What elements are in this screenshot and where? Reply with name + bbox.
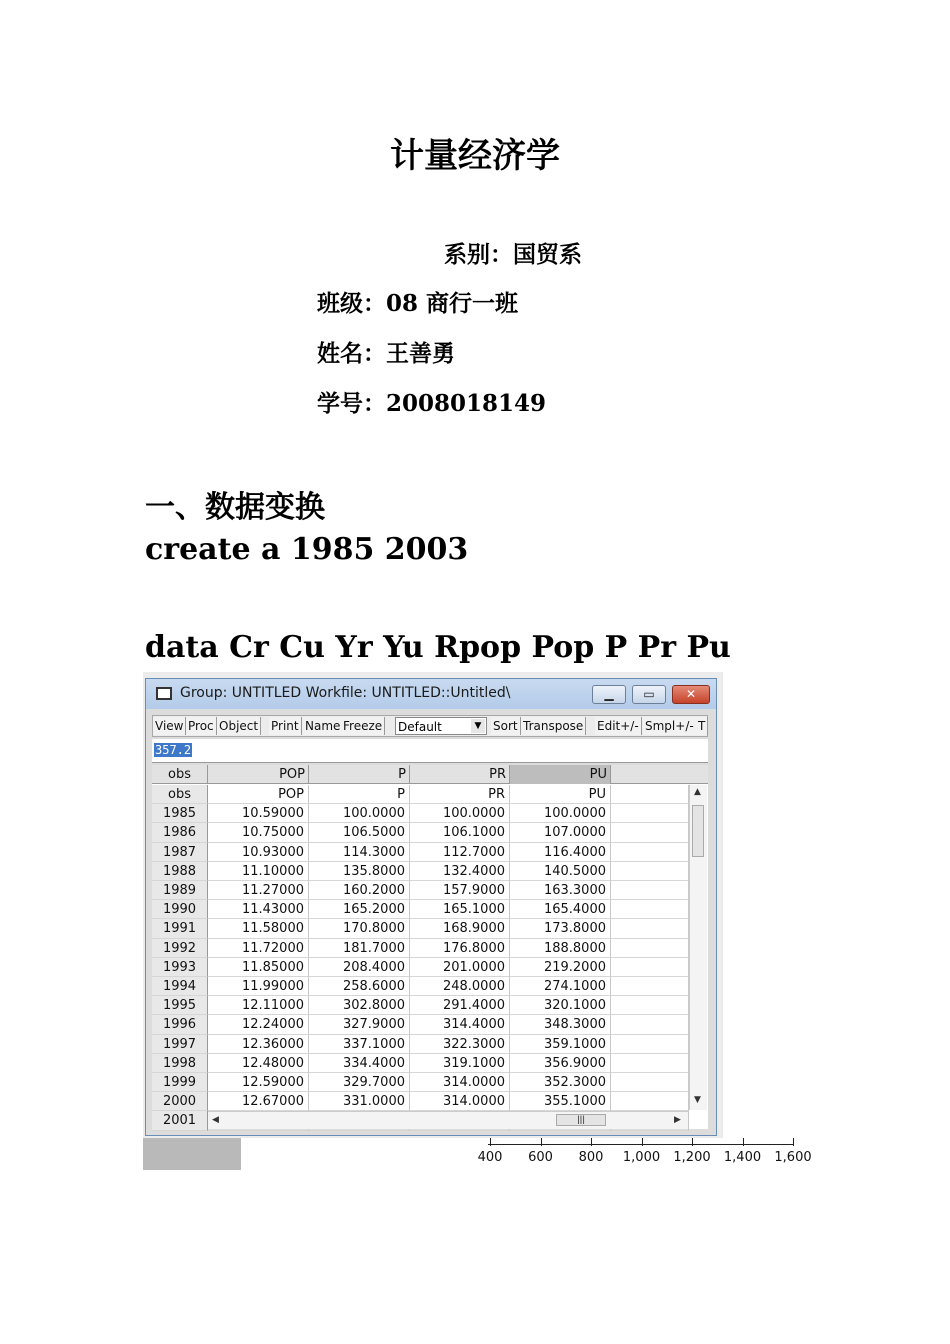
cell-pr[interactable]: 201.0000 (410, 958, 510, 977)
cell-pop[interactable]: 11.10000 (208, 862, 309, 881)
cell-pu[interactable]: 188.8000 (510, 939, 611, 958)
cell-empty[interactable] (611, 1035, 689, 1054)
cell-obs[interactable]: 2001 (152, 1111, 208, 1130)
cell-pop[interactable]: 11.43000 (208, 900, 309, 919)
cell-pop[interactable]: 11.27000 (208, 881, 309, 900)
cell-p[interactable]: 135.8000 (309, 862, 410, 881)
command-data: data Cr Cu Yr Yu Rpop Pop P Pr Pu (145, 630, 731, 665)
cell-p[interactable]: 329.7000 (309, 1073, 410, 1092)
command-create: create a 1985 2003 (145, 532, 469, 567)
column-header-pu[interactable]: PU (510, 765, 611, 784)
display-format-select[interactable] (395, 717, 487, 735)
horizontal-scroll-thumb[interactable]: ||| (556, 1114, 606, 1126)
toolbar-object-button[interactable]: Object (217, 717, 261, 735)
toolbar-freeze-button[interactable]: Freeze (341, 717, 385, 735)
spreadsheet-grid[interactable] (152, 765, 708, 1129)
cell-obs[interactable]: 1985 (152, 804, 208, 823)
table-row (152, 862, 692, 881)
axis-tick-label: 1,600 (774, 1150, 812, 1165)
cell-pr[interactable]: 168.9000 (410, 919, 510, 938)
cell-pu[interactable]: 140.5000 (510, 862, 611, 881)
cell-empty[interactable] (611, 1092, 689, 1111)
cell-pop[interactable]: 10.59000 (208, 804, 309, 823)
group-window[interactable] (145, 678, 717, 1136)
table-row (152, 785, 692, 804)
cell-obs[interactable]: 1986 (152, 823, 208, 842)
table-row (152, 804, 692, 823)
cell-pop[interactable]: 11.72000 (208, 939, 309, 958)
cell-obs[interactable]: 1992 (152, 939, 208, 958)
cell-pu[interactable]: 320.1000 (510, 996, 611, 1015)
axis-tick-label: 1,400 (723, 1150, 762, 1165)
window-icon (156, 687, 172, 700)
scroll-right-icon[interactable]: ▶ (674, 1115, 681, 1125)
cell-pr[interactable]: PR (410, 785, 510, 804)
maximize-icon: ▭ (643, 687, 655, 701)
axis-tick-label: 800 (578, 1150, 604, 1165)
column-header-row (152, 765, 708, 784)
cell-empty[interactable] (611, 881, 689, 900)
cell-obs[interactable]: 1987 (152, 843, 208, 862)
table-row (152, 1092, 692, 1111)
cell-p[interactable]: 106.5000 (309, 823, 410, 842)
cell-empty[interactable] (611, 785, 689, 804)
window-titlebar[interactable] (146, 679, 716, 709)
cell-pu[interactable]: 116.4000 (510, 843, 611, 862)
scroll-left-icon[interactable]: ◀ (212, 1115, 219, 1125)
cell-pop[interactable]: 12.11000 (208, 996, 309, 1015)
student-id-line: 学号：2008018149 (317, 390, 547, 417)
window-title: Group: UNTITLED Workfile: UNTITLED::Untitled\ (180, 685, 511, 701)
table-row (152, 939, 692, 958)
cell-pop[interactable]: 12.67000 (208, 1092, 309, 1111)
toolbar (152, 715, 708, 737)
column-header-p[interactable]: P (309, 765, 410, 784)
toolbar-view-button[interactable]: View (153, 717, 186, 735)
cell-p[interactable]: 165.2000 (309, 900, 410, 919)
cell-p[interactable]: 302.8000 (309, 996, 410, 1015)
name-line: 姓名：王善勇 (317, 340, 455, 367)
table-row (152, 977, 692, 996)
cell-empty[interactable] (611, 1073, 689, 1092)
cell-p[interactable]: 334.4000 (309, 1054, 410, 1073)
background-panel (143, 1138, 241, 1170)
cell-pu[interactable]: 355.1000 (510, 1092, 611, 1111)
cell-empty[interactable] (611, 843, 689, 862)
vertical-scroll-thumb[interactable] (692, 805, 704, 857)
dropdown-arrow-icon[interactable]: ▼ (471, 719, 485, 733)
cell-empty[interactable] (611, 862, 689, 881)
cell-obs[interactable]: 1993 (152, 958, 208, 977)
toolbar-transpose-button[interactable]: Transpose (521, 717, 586, 735)
cell-empty[interactable] (611, 900, 689, 919)
cell-p[interactable]: 208.4000 (309, 958, 410, 977)
cell-p[interactable]: 258.6000 (309, 977, 410, 996)
cell-empty[interactable] (611, 958, 689, 977)
cell-p[interactable]: 160.2000 (309, 881, 410, 900)
cell-pr[interactable]: 132.4000 (410, 862, 510, 881)
section-heading: 一、数据变换 (145, 490, 325, 525)
cell-pr[interactable]: 248.0000 (410, 977, 510, 996)
cell-pop[interactable]: 12.59000 (208, 1073, 309, 1092)
cell-pr[interactable]: 314.0000 (410, 1073, 510, 1092)
cell-empty[interactable] (611, 804, 689, 823)
cell-p[interactable]: 100.0000 (309, 804, 410, 823)
scroll-up-icon[interactable]: ▲ (694, 787, 701, 797)
cell-obs[interactable]: 1989 (152, 881, 208, 900)
cell-pr[interactable]: 100.0000 (410, 804, 510, 823)
column-header-pop[interactable]: POP (208, 765, 309, 784)
cell-pop[interactable]: 11.58000 (208, 919, 309, 938)
cell-pu[interactable]: 352.3000 (510, 1073, 611, 1092)
table-row (152, 996, 692, 1015)
cell-p[interactable]: 331.0000 (309, 1092, 410, 1111)
toolbar-print-button[interactable]: Print (269, 717, 302, 735)
cell-obs[interactable]: 2000 (152, 1092, 208, 1111)
cell-pr[interactable]: 319.1000 (410, 1054, 510, 1073)
axis-tick-label: 600 (528, 1150, 553, 1165)
cell-pr[interactable]: 322.3000 (410, 1035, 510, 1054)
table-row (152, 1015, 692, 1034)
horizontal-scrollbar[interactable] (208, 1111, 688, 1129)
table-row (152, 1035, 692, 1054)
axis-tick (692, 1138, 693, 1146)
cell-pop[interactable]: 11.85000 (208, 958, 309, 977)
column-header-obs[interactable]: obs (152, 765, 208, 784)
axis-tick (743, 1138, 744, 1146)
cell-pu[interactable]: 274.1000 (510, 977, 611, 996)
cell-obs[interactable]: 1994 (152, 977, 208, 996)
cell-obs[interactable]: 1998 (152, 1054, 208, 1073)
class-line: 班级：08 商行一班 (317, 290, 519, 317)
cell-edit-value[interactable]: 357.2 (155, 743, 192, 757)
cell-p[interactable]: P (309, 785, 410, 804)
toolbar-sort-button[interactable]: Sort (491, 717, 521, 735)
axis-tick (591, 1138, 592, 1146)
cell-pop[interactable]: 10.93000 (208, 843, 309, 862)
cell-p[interactable]: 181.7000 (309, 939, 410, 958)
axis-tick (541, 1138, 542, 1146)
cell-empty[interactable] (611, 919, 689, 938)
cell-empty[interactable] (611, 1015, 689, 1034)
cell-pu[interactable]: 219.2000 (510, 958, 611, 977)
axis-tick (642, 1138, 643, 1146)
department-line: 系别：国贸系 (444, 241, 582, 268)
cell-obs[interactable]: 1990 (152, 900, 208, 919)
toolbar-proc-button[interactable]: Proc (186, 717, 217, 735)
cell-pop[interactable]: 12.48000 (208, 1054, 309, 1073)
cell-pu[interactable]: 165.4000 (510, 900, 611, 919)
cell-empty[interactable] (611, 1054, 689, 1073)
cell-pr[interactable]: 314.0000 (410, 1092, 510, 1111)
table-row (152, 900, 692, 919)
minimize-icon: ▁ (604, 687, 614, 701)
toolbar-edit-button[interactable]: Edit+/- (595, 717, 642, 735)
cell-pu[interactable]: 359.1000 (510, 1035, 611, 1054)
maximize-button[interactable] (632, 685, 666, 704)
background-chart-axis (241, 1138, 812, 1170)
close-button[interactable] (672, 685, 710, 704)
cell-pop[interactable]: POP (208, 785, 309, 804)
table-row (152, 919, 692, 938)
cell-pr[interactable]: 314.4000 (410, 1015, 510, 1034)
cell-pop[interactable]: 10.75000 (208, 823, 309, 842)
table-row (152, 1054, 692, 1073)
table-row (152, 958, 692, 977)
close-icon: ✕ (685, 687, 697, 701)
scroll-down-icon[interactable]: ▼ (694, 1095, 701, 1105)
cell-pu[interactable]: 163.3000 (510, 881, 611, 900)
axis-line (488, 1144, 793, 1145)
cell-empty[interactable] (611, 939, 689, 958)
cell-pu[interactable]: 100.0000 (510, 804, 611, 823)
cell-obs[interactable]: 1997 (152, 1035, 208, 1054)
axis-tick (793, 1138, 794, 1146)
cell-p[interactable]: 170.8000 (309, 919, 410, 938)
minimize-button[interactable] (592, 685, 626, 704)
table-row (152, 1073, 692, 1092)
toolbar-smpl-button[interactable]: Smpl+/- (643, 717, 697, 735)
table-row (152, 823, 692, 842)
axis-tick-label: 1,200 (673, 1150, 711, 1165)
cell-pop[interactable]: 12.36000 (208, 1035, 309, 1054)
toolbar-name-button[interactable]: Name (303, 717, 343, 735)
cell-obs[interactable]: 1988 (152, 862, 208, 881)
display-format-value: Default (398, 720, 442, 734)
eviews-screenshot (143, 672, 812, 1170)
cell-empty[interactable] (611, 823, 689, 842)
cell-obs[interactable]: 1996 (152, 1015, 208, 1034)
document-title: 计量经济学 (390, 136, 560, 176)
cell-obs[interactable]: 1999 (152, 1073, 208, 1092)
cell-p[interactable]: 114.3000 (309, 843, 410, 862)
cell-pu[interactable]: 348.3000 (510, 1015, 611, 1034)
cell-empty[interactable] (611, 977, 689, 996)
cell-obs[interactable]: obs (152, 785, 208, 804)
cell-pr[interactable]: 112.7000 (410, 843, 510, 862)
axis-tick-label: 400 (477, 1150, 503, 1165)
toolbar-t-button[interactable]: T (696, 717, 708, 735)
axis-tick-label: 1,000 (622, 1150, 661, 1165)
cell-pr[interactable]: 157.9000 (410, 881, 510, 900)
vertical-scrollbar[interactable] (689, 785, 707, 1110)
cell-pop[interactable]: 11.99000 (208, 977, 309, 996)
table-row (152, 843, 692, 862)
table-row (152, 881, 692, 900)
column-header-pr[interactable]: PR (410, 765, 510, 784)
cell-edit-field[interactable] (152, 739, 708, 763)
cell-pu[interactable]: 173.8000 (510, 919, 611, 938)
cell-pop[interactable]: 12.24000 (208, 1015, 309, 1034)
cell-pu[interactable]: 356.9000 (510, 1054, 611, 1073)
cell-pr[interactable]: 165.1000 (410, 900, 510, 919)
cell-obs[interactable]: 1991 (152, 919, 208, 938)
cell-p[interactable]: 337.1000 (309, 1035, 410, 1054)
cell-pu[interactable]: PU (510, 785, 611, 804)
cell-empty[interactable] (611, 996, 689, 1015)
cell-p[interactable]: 327.9000 (309, 1015, 410, 1034)
axis-tick (490, 1138, 491, 1146)
cell-obs[interactable]: 1995 (152, 996, 208, 1015)
cell-pu[interactable]: 107.0000 (510, 823, 611, 842)
cell-pr[interactable]: 106.1000 (410, 823, 510, 842)
cell-pr[interactable]: 176.8000 (410, 939, 510, 958)
cell-pr[interactable]: 291.4000 (410, 996, 510, 1015)
